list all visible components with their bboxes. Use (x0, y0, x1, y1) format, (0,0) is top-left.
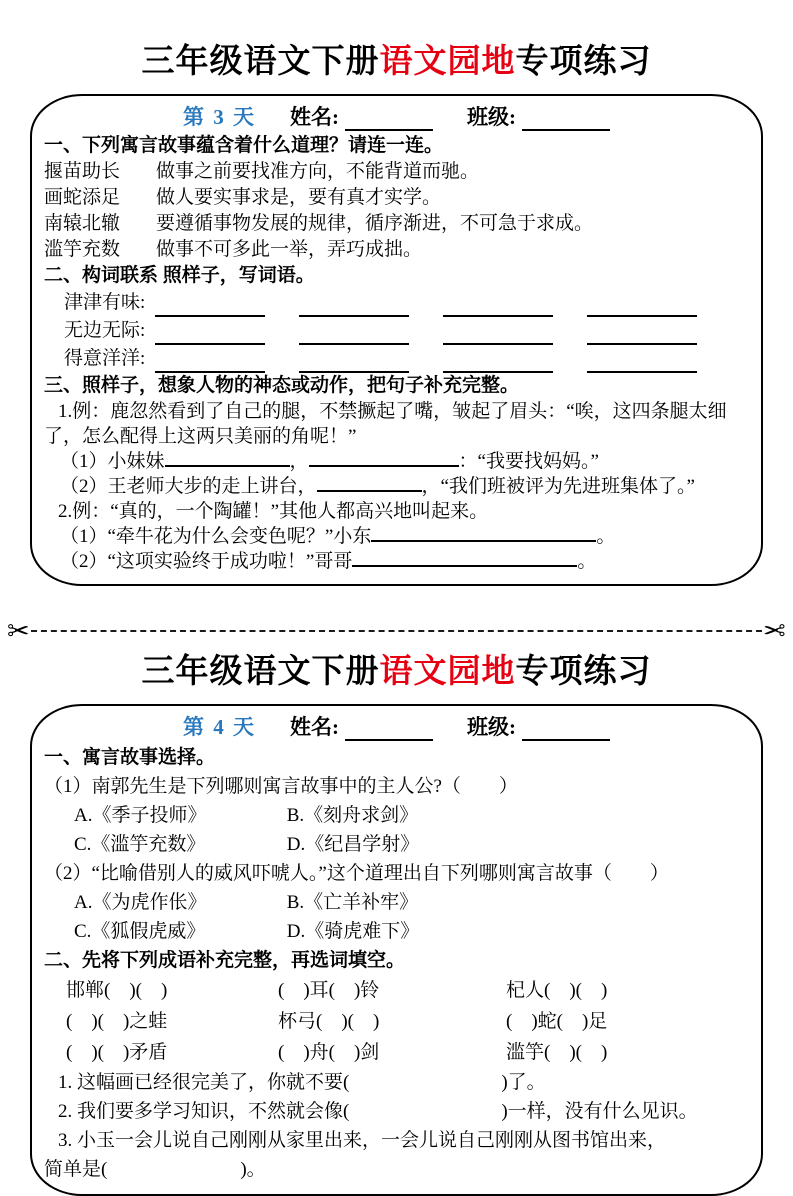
class-blank (522, 717, 610, 741)
idiom-grid-cell: ( )( )矛盾 (66, 1042, 168, 1063)
class-label: 班级: (467, 715, 516, 739)
options-row (44, 801, 749, 830)
title-prefix: 三年级语文下册 (141, 654, 380, 690)
option-label: A.《季子投师》 (74, 805, 207, 826)
fill-item-text: 。 (596, 526, 616, 547)
fill-item-text: ， (289, 451, 309, 472)
idiom-label: 揠苗助长 (44, 161, 121, 182)
fill-item-text: 。 (577, 551, 597, 572)
moral-text: 做人要实事求是，要有真才实学。 (156, 187, 442, 208)
matching-row (44, 159, 749, 185)
scissors-icon: ✂ (7, 615, 30, 646)
options-row (44, 917, 749, 946)
worksheet-day4 (30, 704, 763, 1196)
page-title (0, 40, 793, 84)
section-title-q2: 二、构词联系 照样子，写词语。 (44, 265, 315, 286)
idiom-grid-cell: 滥竽( )( ) (506, 1042, 608, 1063)
option-label: D.《纪昌学射》 (286, 834, 420, 855)
word-label: 无边无际: (64, 320, 146, 341)
moral-text: 要遵循事物发展的规律，循序渐进，不可急于求成。 (156, 213, 594, 234)
sheet-header (44, 713, 749, 741)
answer-blank (317, 477, 422, 492)
idiom-grid-cell: 杞人( )( ) (506, 980, 608, 1001)
answer-blank (155, 295, 265, 317)
name-label: 姓名: (290, 105, 339, 129)
matching-row (44, 237, 749, 263)
matching-row (44, 185, 749, 211)
section-title-q1: 一、寓言故事选择。 (44, 747, 216, 768)
name-label: 姓名: (290, 715, 339, 739)
fill-item-text: （1）“牵牛花为什么会变色呢？”小东 (60, 526, 372, 547)
title-suffix: 专项练习 (515, 654, 652, 690)
fill-item (44, 524, 749, 549)
word-pattern-row (44, 317, 749, 345)
idiom-label: 滥竽充数 (44, 239, 121, 260)
fill-sentence: 3. 小玉一会儿说自己刚刚从家里出来，一会儿说自己刚刚从图书馆出来， (58, 1130, 667, 1151)
title-highlight: 语文园地 (379, 44, 516, 80)
class-blank (522, 107, 610, 131)
answer-blank (443, 323, 553, 345)
idiom-grid-cell: ( )蛇( )足 (506, 1011, 608, 1032)
section-title-q3: 三、照样子，想象人物的神态或动作，把句子补充完整。 (44, 375, 520, 396)
day-label: 第 4 天 (183, 715, 256, 739)
word-pattern-row (44, 289, 749, 317)
answer-blank (352, 552, 577, 567)
example-paragraph: 1.例：鹿忽然看到了自己的腿，不禁撅起了嘴，皱起了眉头：“唉，这四条腿太细了，怎么配得上这两只美丽的角呢！” (44, 401, 727, 447)
option-label: C.《滥竽充数》 (74, 834, 206, 855)
answer-blank (371, 527, 596, 542)
option-label: D.《骑虎难下》 (286, 921, 420, 942)
fill-item-text: （1）小妹妹 (60, 451, 165, 472)
day-label: 第 3 天 (183, 105, 256, 129)
fill-sentence: 1. 这幅画已经很完美了，你就不要( )了。 (58, 1072, 546, 1093)
option-label: B.《亡羊补牢》 (286, 892, 419, 913)
answer-blank (587, 323, 697, 345)
title-suffix: 专项练习 (515, 44, 652, 80)
cut-line (6, 616, 787, 646)
idiom-grid-cell: 邯郸( )( ) (66, 980, 168, 1001)
answer-blank (443, 295, 553, 317)
options-row (44, 888, 749, 917)
word-label: 津津有味: (64, 292, 146, 313)
name-blank (345, 107, 433, 131)
name-field (290, 713, 433, 741)
answer-blank (299, 323, 409, 345)
idiom-grid-cell: ( )耳( )铃 (278, 980, 380, 1001)
question-stem: （2）“比喻借别人的威风吓唬人。”这个道理出自下列哪则寓言故事（ ） (44, 863, 669, 884)
answer-blank (155, 351, 265, 373)
name-blank (345, 717, 433, 741)
class-field (467, 713, 610, 741)
scissors-icon: ✂ (763, 615, 786, 646)
fill-sentence: 简单是( )。 (44, 1159, 266, 1180)
idiom-grid-cell: ( )( )之蛙 (66, 1011, 168, 1032)
fill-item (44, 474, 749, 499)
answer-blank (443, 351, 553, 373)
title-prefix: 三年级语文下册 (141, 44, 380, 80)
answer-blank (587, 295, 697, 317)
moral-text: 做事不可多此一举，弄巧成拙。 (156, 239, 423, 260)
worksheet-day3 (30, 94, 763, 586)
moral-text: 做事之前要找准方向，不能背道而驰。 (156, 161, 480, 182)
section-title-q1: 一、下列寓言故事蕴含着什么道理？请连一连。 (44, 135, 444, 156)
options-row (44, 830, 749, 859)
option-label: C.《狐假虎威》 (74, 921, 206, 942)
answer-blank (587, 351, 697, 373)
word-label: 得意洋洋: (64, 348, 146, 369)
fill-item (44, 449, 749, 474)
fill-item-text: （2）“这项实验终于成功啦！”哥哥 (60, 551, 353, 572)
example-paragraph: 2.例：“真的，一个陶罐！”其他人都高兴地叫起来。 (58, 501, 489, 522)
idiom-label: 画蛇添足 (44, 187, 121, 208)
idiom-label: 南辕北辙 (44, 213, 121, 234)
answer-blank (299, 351, 409, 373)
option-label: B.《刻舟求剑》 (286, 805, 419, 826)
fill-item-text: ：“我要找妈妈。” (458, 451, 599, 472)
idiom-grid-cell: 杯弓( )( ) (278, 1011, 380, 1032)
class-label: 班级: (467, 105, 516, 129)
idiom-grid (44, 975, 749, 1068)
matching-row (44, 211, 749, 237)
fill-sentence: 2. 我们要多学习知识，不然就会像( )一样，没有什么见识。 (58, 1101, 698, 1122)
dashed-divider (31, 630, 763, 632)
answer-blank (309, 452, 459, 467)
idiom-grid-cell: ( )舟( )剑 (278, 1042, 380, 1063)
word-pattern-row (44, 345, 749, 373)
answer-blank (165, 452, 290, 467)
answer-blank (299, 295, 409, 317)
fill-item-text: （2）王老师大步的走上讲台， (60, 476, 317, 497)
answer-blank (155, 323, 265, 345)
page-title (0, 650, 793, 694)
sheet-header (44, 103, 749, 131)
question-stem: （1）南郭先生是下列哪则寓言故事中的主人公?（ ） (44, 776, 518, 797)
option-label: A.《为虎作伥》 (74, 892, 207, 913)
class-field (467, 103, 610, 131)
fill-item (44, 549, 749, 574)
title-highlight: 语文园地 (379, 654, 516, 690)
fill-item-text: ，“我们班被评为先进班集体了。” (421, 476, 695, 497)
section-title-q2: 二、先将下列成语补充完整，再选词填空。 (44, 950, 406, 971)
name-field (290, 103, 433, 131)
